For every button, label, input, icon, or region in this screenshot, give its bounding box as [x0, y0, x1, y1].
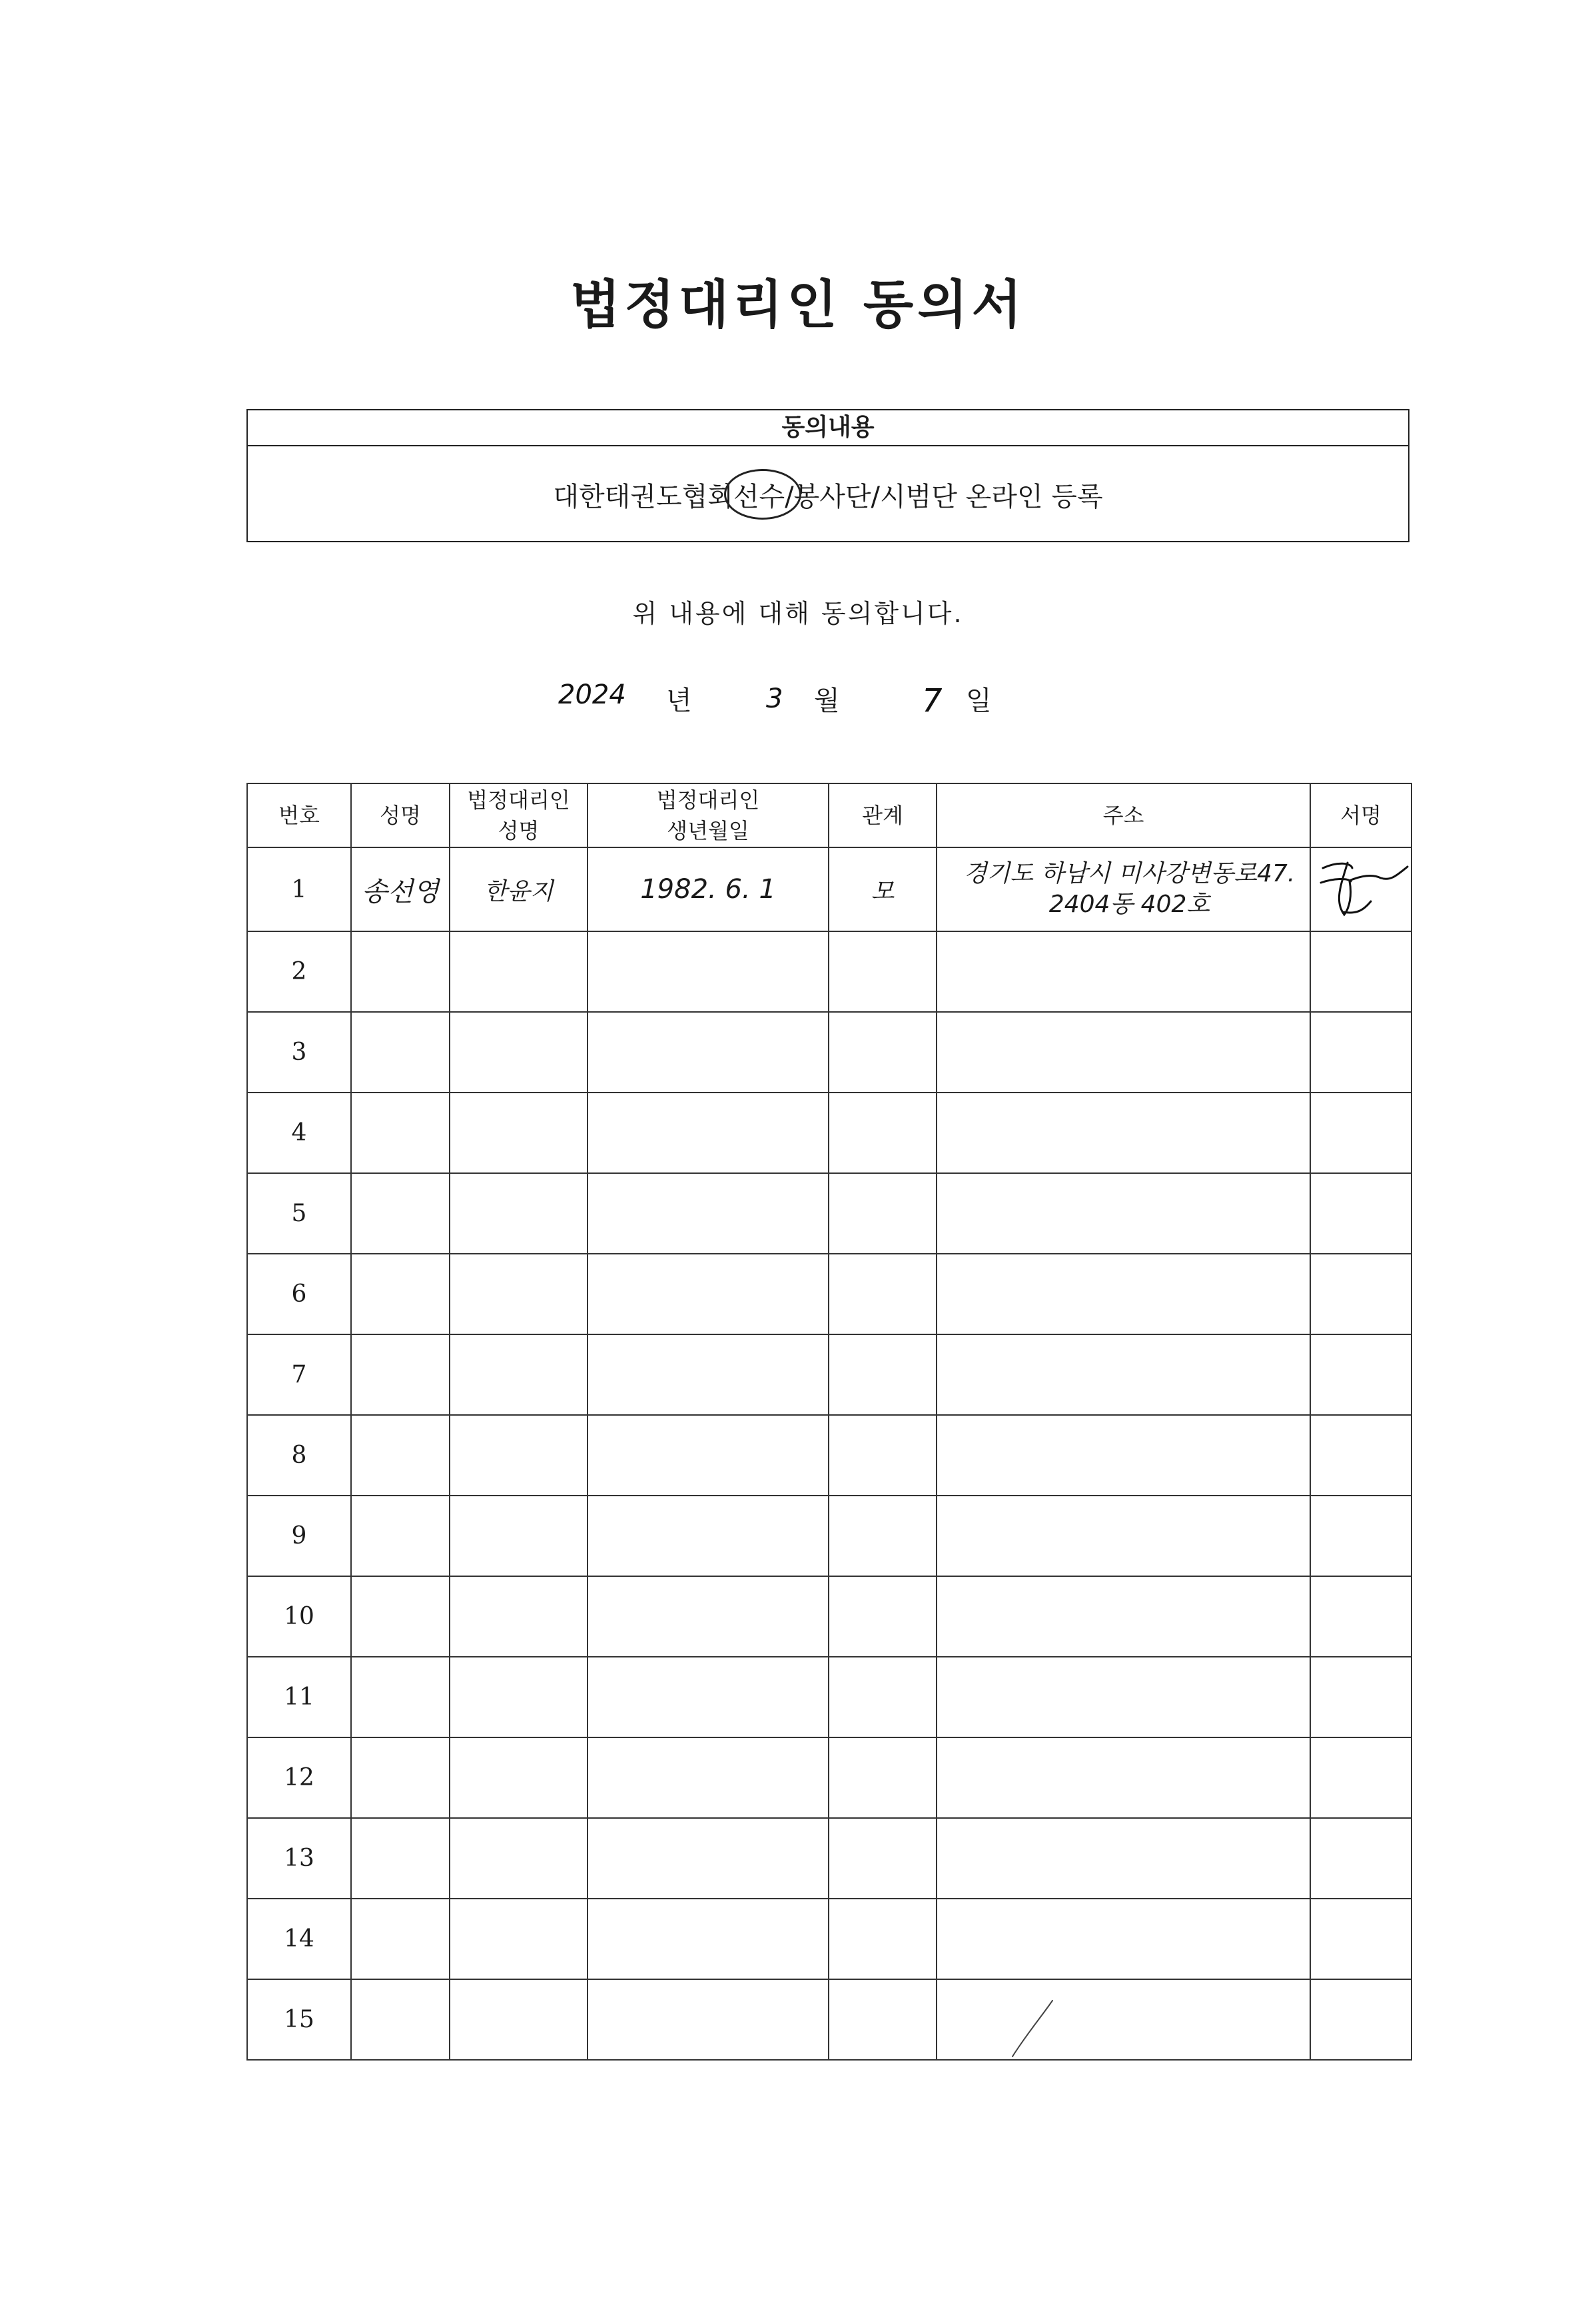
agreement-statement: 위 내용에 대해 동의합니다.	[632, 599, 964, 628]
row-number: 8	[247, 1415, 351, 1496]
row-name	[351, 1979, 450, 2060]
header-guardian-name-line2: 성명	[498, 818, 540, 843]
date-year-unit: 년	[666, 686, 692, 716]
row-address	[937, 1173, 1310, 1254]
row-address-line2: 2404동 402호	[1048, 891, 1210, 918]
row-guardian-name	[450, 1334, 588, 1415]
row-guardian-birth	[588, 1093, 829, 1173]
row-guardian-birth	[588, 1415, 829, 1496]
row-relation	[829, 1657, 937, 1737]
table-row	[247, 1657, 1411, 1737]
row-signature	[1310, 931, 1411, 1012]
date-month-unit: 월	[814, 686, 840, 716]
table-row	[247, 931, 1411, 1012]
row-signature	[1310, 1496, 1411, 1576]
table-row	[247, 1012, 1411, 1093]
row-guardian-name	[450, 1576, 588, 1657]
row-number: 3	[247, 1012, 351, 1093]
guardian-table	[246, 783, 1412, 2061]
date-month: 3	[766, 684, 783, 714]
row-signature	[1310, 1254, 1411, 1334]
row-relation	[829, 931, 937, 1012]
table-row	[247, 1979, 1411, 2060]
header-signature: 서명	[1310, 783, 1411, 847]
row-number: 9	[247, 1496, 351, 1576]
row-signature	[1310, 1415, 1411, 1496]
header-guardian-name-line1: 법정대리인	[467, 787, 570, 813]
date-year: 2024	[558, 680, 626, 710]
row-relation	[829, 1173, 937, 1254]
header-guardian-birth-line1: 법정대리인	[656, 787, 760, 813]
row-name	[351, 1737, 450, 1818]
header-number: 번호	[247, 783, 351, 847]
consent-content	[248, 446, 1408, 542]
row-name: 송선영	[351, 847, 450, 931]
row-address	[937, 1496, 1310, 1576]
row-guardian-birth	[588, 1576, 829, 1657]
table-row	[247, 1254, 1411, 1334]
header-relation: 관계	[829, 783, 937, 847]
table-row	[247, 1415, 1411, 1496]
table-row	[247, 1576, 1411, 1657]
row-guardian-name	[450, 1818, 588, 1899]
row-name	[351, 1093, 450, 1173]
row-guardian-name	[450, 1899, 588, 1979]
table-row	[247, 1818, 1411, 1899]
row-number: 10	[247, 1576, 351, 1657]
row-number: 11	[247, 1657, 351, 1737]
row-name	[351, 1576, 450, 1657]
row-number: 14	[247, 1899, 351, 1979]
table-row	[247, 1093, 1411, 1173]
table-row	[247, 847, 1411, 931]
row-number: 2	[247, 931, 351, 1012]
consent-text-after: /봉사단/시범단 온라인 등록	[785, 481, 1103, 512]
row-relation	[829, 1334, 937, 1415]
table-header-row	[247, 783, 1411, 847]
row-signature	[1310, 1334, 1411, 1415]
row-guardian-birth: 1982. 6. 1	[588, 847, 829, 931]
hand-drawn-circle	[724, 469, 801, 520]
row-signature	[1310, 1012, 1411, 1093]
row-relation	[829, 1737, 937, 1818]
header-guardian-birth-line2: 생년월일	[667, 818, 749, 843]
row-signature	[1310, 1576, 1411, 1657]
row-guardian-name	[450, 1496, 588, 1576]
table-row	[247, 1737, 1411, 1818]
row-relation	[829, 1818, 937, 1899]
row-guardian-birth	[588, 1012, 829, 1093]
header-guardian-name	[450, 783, 588, 847]
row-name	[351, 1657, 450, 1737]
row-signature	[1310, 1093, 1411, 1173]
date-day-unit: 일	[966, 686, 992, 716]
row-address	[937, 1576, 1310, 1657]
row-name	[351, 1818, 450, 1899]
row-address	[937, 1818, 1310, 1899]
row-address	[937, 931, 1310, 1012]
row-guardian-name	[450, 1657, 588, 1737]
circled-option-label: 선수	[733, 481, 785, 512]
row-guardian-birth	[588, 931, 829, 1012]
row-signature	[1310, 847, 1411, 931]
date-day: 7	[922, 682, 943, 719]
row-relation: 모	[829, 847, 937, 931]
row-number: 5	[247, 1173, 351, 1254]
row-name	[351, 1899, 450, 1979]
row-address	[937, 1334, 1310, 1415]
row-relation	[829, 1415, 937, 1496]
document-title: 법정대리인 동의서	[570, 275, 1026, 335]
row-guardian-birth	[588, 1496, 829, 1576]
handwritten-signature-mark	[1311, 848, 1411, 925]
row-signature	[1310, 1657, 1411, 1737]
row-number: 15	[247, 1979, 351, 2060]
row-address	[937, 1737, 1310, 1818]
header-guardian-birth	[588, 783, 829, 847]
row-signature	[1310, 1173, 1411, 1254]
consent-text-before: 대한태권도협회	[553, 481, 733, 512]
row-name	[351, 1415, 450, 1496]
row-guardian-birth	[588, 1334, 829, 1415]
row-address	[937, 1899, 1310, 1979]
row-address	[937, 1254, 1310, 1334]
row-guardian-name	[450, 1254, 588, 1334]
row-relation	[829, 1254, 937, 1334]
row-address	[937, 847, 1310, 931]
row-address-line1: 경기도 하남시 미사강변동로47.	[963, 860, 1296, 887]
row-signature	[1310, 1979, 1411, 2060]
row-name	[351, 1012, 450, 1093]
row-relation	[829, 1979, 937, 2060]
header-name: 성명	[351, 783, 450, 847]
row-name	[351, 1254, 450, 1334]
row-relation	[829, 1576, 937, 1657]
row-signature	[1310, 1818, 1411, 1899]
row-address	[937, 1415, 1310, 1496]
table-row	[247, 1173, 1411, 1254]
row-relation	[829, 1496, 937, 1576]
table-row	[247, 1334, 1411, 1415]
consent-header: 동의내용	[248, 410, 1408, 446]
row-guardian-birth	[588, 1979, 829, 2060]
row-number: 7	[247, 1334, 351, 1415]
row-address	[937, 1012, 1310, 1093]
row-guardian-name	[450, 1737, 588, 1818]
row-relation	[829, 1093, 937, 1173]
header-address: 주소	[937, 783, 1310, 847]
row-relation	[829, 1012, 937, 1093]
row-guardian-birth	[588, 1173, 829, 1254]
row-name	[351, 1173, 450, 1254]
row-number: 12	[247, 1737, 351, 1818]
row-guardian-name	[450, 1173, 588, 1254]
row-name	[351, 1334, 450, 1415]
row-number: 4	[247, 1093, 351, 1173]
row-relation	[829, 1899, 937, 1979]
row-number: 13	[247, 1818, 351, 1899]
row-signature	[1310, 1899, 1411, 1979]
circled-option	[733, 476, 785, 514]
stray-pen-mark	[1006, 1995, 1059, 2062]
row-guardian-name	[450, 1415, 588, 1496]
row-guardian-birth	[588, 1737, 829, 1818]
row-number: 1	[247, 847, 351, 931]
row-address	[937, 1657, 1310, 1737]
row-guardian-birth	[588, 1254, 829, 1334]
row-guardian-birth	[588, 1657, 829, 1737]
row-guardian-birth	[588, 1818, 829, 1899]
table-row	[247, 1899, 1411, 1979]
row-address	[937, 1093, 1310, 1173]
row-name	[351, 931, 450, 1012]
row-guardian-birth	[588, 1899, 829, 1979]
row-guardian-name	[450, 1093, 588, 1173]
row-guardian-name	[450, 1012, 588, 1093]
row-number: 6	[247, 1254, 351, 1334]
row-guardian-name: 한윤지	[450, 847, 588, 931]
row-signature	[1310, 1737, 1411, 1818]
row-address	[937, 1979, 1310, 2060]
row-name	[351, 1496, 450, 1576]
row-guardian-name	[450, 1979, 588, 2060]
consent-box	[246, 409, 1409, 542]
row-guardian-name	[450, 931, 588, 1012]
table-row	[247, 1496, 1411, 1576]
